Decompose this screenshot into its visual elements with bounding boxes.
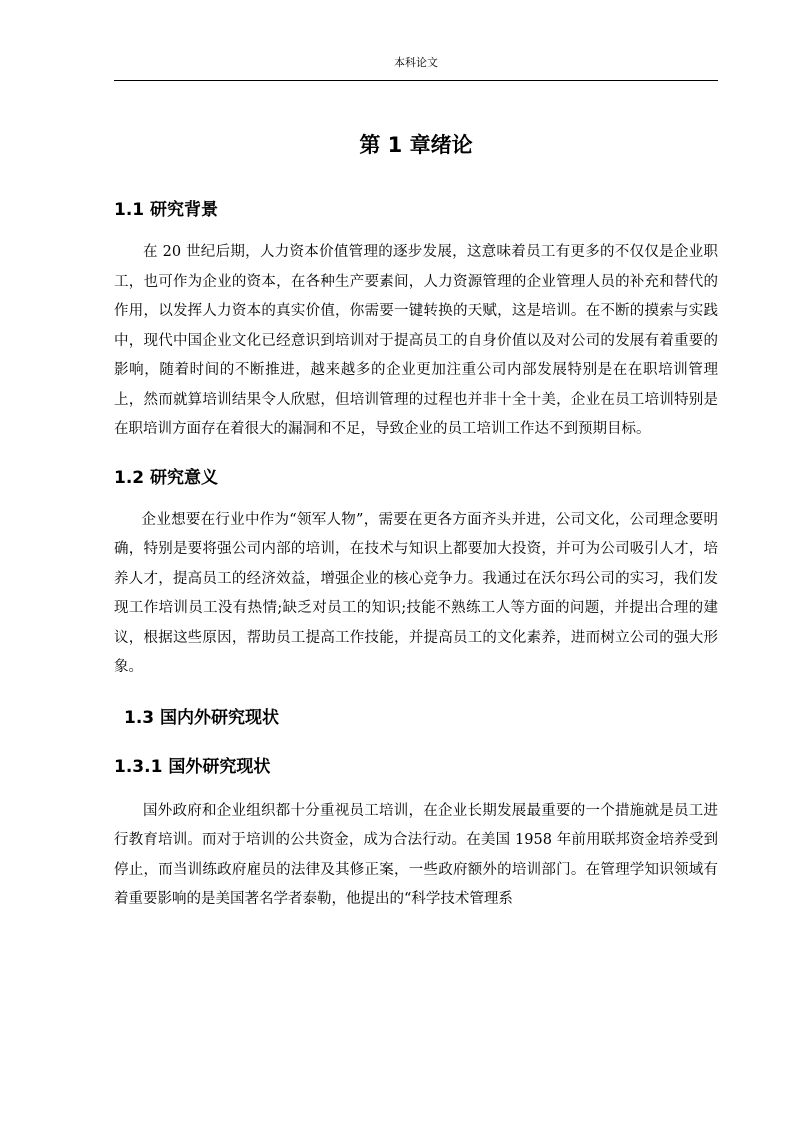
page-content xyxy=(114,120,718,915)
running-header: 本科论文 xyxy=(394,56,438,69)
section-heading-1-1: 1.1 研究背景 xyxy=(114,200,219,220)
section-heading-1-2: 1.2 研究意义 xyxy=(114,467,219,488)
section-body-1-3-1: 国外政府和企业组织都十分重视员工培训，在企业长期发展最重要的一个措施就是员工进行教育培训。而对于培训的公共资金，成为合法行动。在美国 1958 年前用联邦资金培养受到停止，而当训练政府雇员的法律及其修正案，一些政府额外的培训部门。在管理学知识领域有着重要影响的是美国著名学者泰勒，他提出的“科学技术管理系 xyxy=(114,802,718,907)
section-heading-1-3: 1.3 国内外研究现状 xyxy=(124,707,280,728)
chapter-title: 第 1 章绪论 xyxy=(359,133,473,157)
section-heading-1-3-1: 1.3.1 国外研究现状 xyxy=(114,756,271,777)
header-rule xyxy=(114,80,718,81)
section-body-1-2: 企业想要在行业中作为“领军人物”，需要在更各方面齐头并进，公司文化，公司理念要明确，特别是要将强公司内部的培训，在技术与知识上都要加大投资，并可为公司吸引人才，培养人才，提高员工的经济效益，增强企业的核心竞争力。我通过在沃尔玛公司的实习，我们发现工作培训员工没有热情;缺乏对员工的知识;技能不熟练工人等方面的问题，并提出合理的建议，根据这些原因，帮助员工提高工作技能，并提高员工的文化素养，进而树立公司的强大形象。 xyxy=(114,511,718,675)
section-body-1-1: 在 20 世纪后期，人力资本价值管理的逐步发展，这意味着员工有更多的不仅仅是企业职工，也可作为企业的资本，在各种生产要素间，人力资源管理的企业管理人员的补充和替代的作用，以发挥人力资本的真实价值，你需要一键转换的天赋，这是培训。在不断的摸索与实践中，现代中国企业文化已经意识到培训对于提高员工的自身价值以及对公司的发展有着重要的影响，随着时间的不断推进，越来越多的企业更加注重公司内部发展特别是在在职培训管理上，然而就算培训结果令人欣慰，但培训管理的过程也并非十全十美，企业在员工培训特别是在职培训方面存在着很大的漏洞和不足，导致企业的员工培训工作达不到预期目标。 xyxy=(114,244,718,437)
